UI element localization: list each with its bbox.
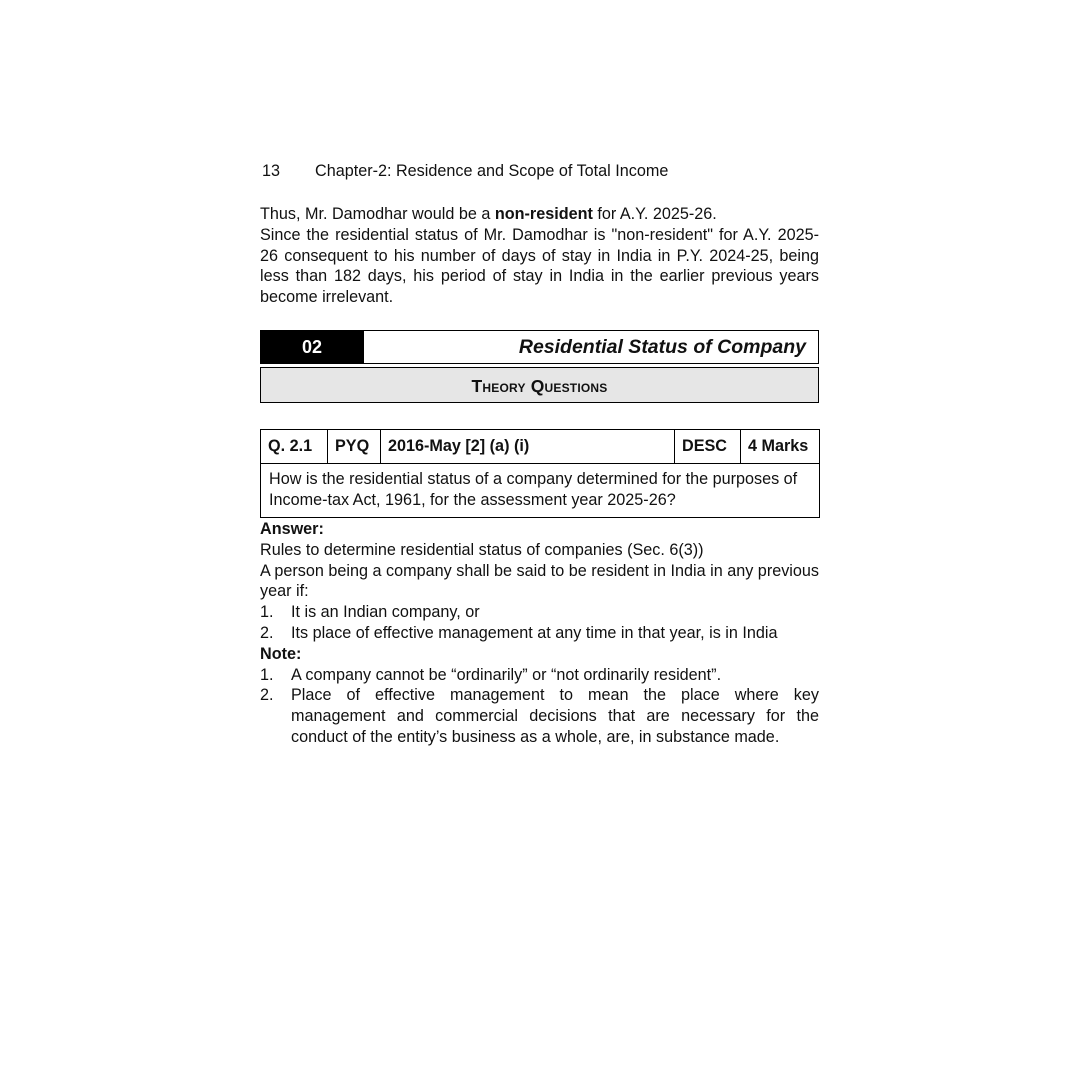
page-number: 13: [262, 162, 281, 180]
notes-list: [260, 665, 819, 748]
explanation-paragraph: Since the residential status of Mr. Damodhar is "non-resident" for A.Y. 2025-26 consequent to his number of days of stay in India in P.Y. 2024-25, being less than 182 days, his period of stay in India in the earlier previous years become irrelevant.: [260, 225, 819, 307]
question-text-row: [261, 463, 820, 517]
running-header: [260, 158, 819, 184]
list-item-number: 2.: [260, 686, 274, 705]
list-item: [260, 602, 819, 623]
question-category: DESC: [675, 429, 741, 463]
question-text: How is the residential status of a company determined for the purposes of Income-tax Act, 1961, for the assessment year 2025-26?: [261, 463, 820, 517]
question-table: [260, 429, 820, 518]
list-item: [260, 623, 819, 644]
answer-intro: A person being a company shall be said to be resident in India in any previous year if:: [260, 561, 819, 601]
note-heading: Note:: [260, 644, 302, 663]
conclusion-text-pre: Thus, Mr. Damodhar would be a: [260, 205, 495, 223]
list-item: [260, 665, 819, 686]
question-meta-row: [261, 429, 820, 463]
conditions-list: [260, 602, 819, 644]
list-item-number: 1.: [260, 603, 274, 622]
section-number: 02: [261, 331, 363, 363]
theory-questions-bar: Theory Questions: [260, 367, 819, 403]
list-item-text: A company cannot be “ordinarily” or “not ordinarily resident”.: [291, 665, 722, 684]
list-item-text: Its place of effective management at any time in that year, is in India: [291, 623, 778, 642]
section-title: Residential Status of Company: [363, 331, 818, 363]
conclusion-text-post: for A.Y. 2025-26.: [592, 205, 717, 223]
list-item-number: 1.: [260, 665, 274, 684]
book-page: [260, 158, 819, 748]
conclusion-bold-term: non-resident: [494, 205, 593, 223]
question-source: 2016-May [2] (a) (i): [381, 429, 675, 463]
list-item-number: 2.: [260, 623, 274, 642]
conclusion-line: [260, 204, 819, 225]
question-number: Q. 2.1: [261, 429, 328, 463]
section-heading-bar: [260, 330, 819, 364]
chapter-title: Chapter-2: Residence and Scope of Total Income: [315, 162, 669, 180]
question-type: PYQ: [328, 429, 381, 463]
list-item-text: Place of effective management to mean the place where key management and commercial decisions that are necessary for the conduct of the entity’s business as a whole, are, in substance made.: [291, 686, 819, 746]
question-marks: 4 Marks: [741, 429, 820, 463]
rules-line: Rules to determine residential status of companies (Sec. 6(3)): [260, 540, 704, 559]
answer-heading: Answer:: [260, 519, 324, 538]
list-item-text: It is an Indian company, or: [291, 603, 480, 622]
list-item: [260, 685, 819, 747]
